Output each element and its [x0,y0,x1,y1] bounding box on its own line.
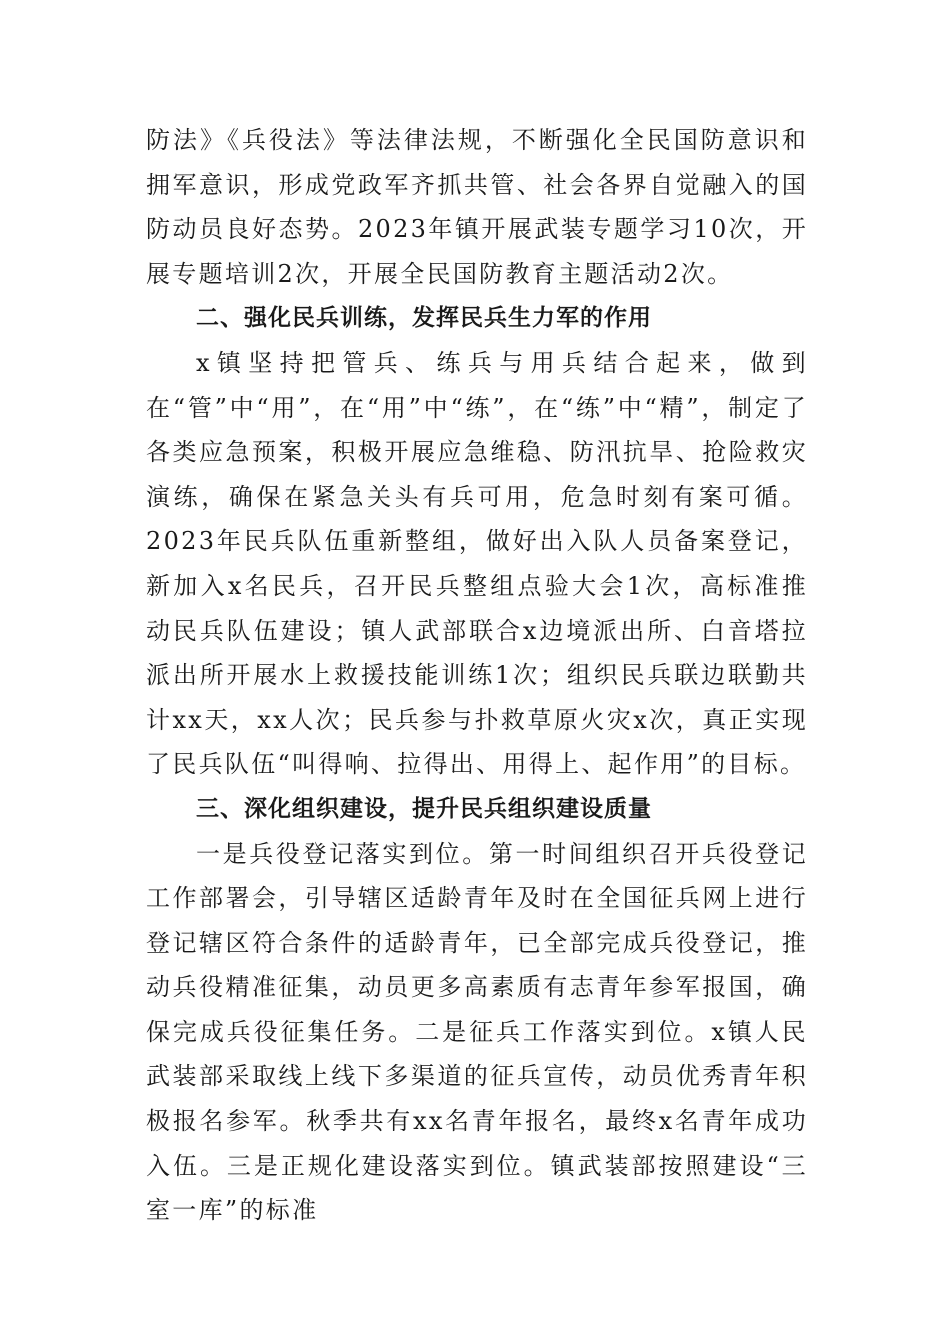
body-paragraph-3: 一是兵役登记落实到位。第一时间组织召开兵役登记工作部署会，引导辖区适龄青年及时在全国征兵网上进行登记辖区符合条件的适龄青年，已全部完成兵役登记，推动兵役精准征集，动员更多高素质有志青年参军报国，确保完成兵役征集任务。二是征兵工作落实到位。x镇人民武装部采取线上线下多渠道的征兵宣传，动员优秀青年积极报名参军。秋季共有xx名青年报名，最终x名青年成功入伍。三是正规化建设落实到位。镇武装部按照建设“三室一库”的标准 [146,839,808,1225]
section-heading-3: 三、深化组织建设，提升民兵组织建设质量 [196,795,652,822]
document-body [146,118,808,1233]
body-paragraph-2: x镇坚持把管兵、练兵与用兵结合起来，做到在“管”中“用”，在“用”中“练”，在“练”中“精”，制定了各类应急预案，积极开展应急维稳、防汛抗旱、抢险救灾演练，确保在紧急关头有兵可用，危急时刻有案可循。2023年民兵队伍重新整组，做好出入队人员备案登记，新加入x名民兵，召开民兵整组点验大会1次，高标准推动民兵队伍建设；镇人武部联合x边境派出所、白音塔拉派出所开展水上救援技能训练1次；组织民兵联边联勤共计xx天，xx人次；民兵参与扑救草原火灾x次，真正实现了民兵队伍“叫得响、拉得出、用得上、起作用”的目标。 [146,348,808,779]
section-heading-2: 二、强化民兵训练，发挥民兵生力军的作用 [196,305,652,332]
body-paragraph-1: 防法》《兵役法》等法律法规，不断强化全民国防意识和拥军意识，形成党政军齐抓共管、社会各界自觉融入的国防动员良好态势。2023年镇开展武装专题学习10次，开展专题培训2次，开展全民国防教育主题活动2次。 [146,126,808,288]
